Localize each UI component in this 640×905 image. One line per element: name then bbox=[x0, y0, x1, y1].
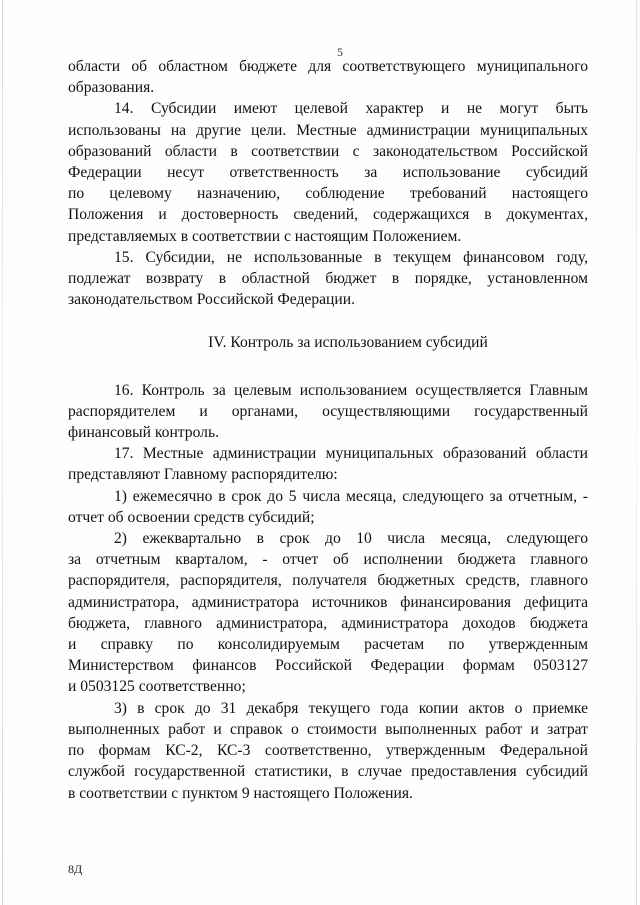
text-line: и 0503125 соответственно; bbox=[68, 678, 246, 696]
text-line: по формам КС-2, КС-3 соответственно, утвержденным Федеральной bbox=[68, 742, 588, 760]
paragraphs-after-heading bbox=[68, 380, 588, 804]
text-line: распорядителем и органами, осуществляющими государственный bbox=[68, 402, 588, 420]
spacer bbox=[68, 310, 588, 332]
text-line: использованы на другие цели. Местные администрации муниципальных bbox=[68, 121, 588, 139]
text-line: отчет об освоении средств субсидий; bbox=[68, 508, 315, 526]
text-line: 15. Субсидии, не использованные в текущем финансовом году, bbox=[114, 248, 588, 266]
text-line: за отчетным кварталом, - отчет об исполнении бюджета главного bbox=[68, 551, 588, 569]
text-line: распорядителя, распорядителя, получателя бюджетных средств, главного bbox=[68, 572, 588, 590]
spacer bbox=[68, 354, 588, 380]
text-line: бюджета, главного администратора, администратора доходов бюджета bbox=[68, 614, 588, 632]
paragraph bbox=[68, 698, 588, 804]
text-line: выполненных работ и справок о стоимости выполненных работ и затрат bbox=[68, 720, 588, 738]
text-line: Положения и достоверность сведений, содержащихся в документах, bbox=[68, 206, 588, 224]
document-body bbox=[68, 56, 588, 804]
text-line: Федерации несут ответственность за использование субсидий bbox=[68, 164, 588, 182]
text-line: 3) в срок до 31 декабря текущего года копии актов о приемке bbox=[114, 699, 588, 717]
scan-edge-right bbox=[636, 0, 637, 905]
text-line: образований области в соответствии с законодательством Российской bbox=[68, 142, 588, 160]
text-line: в соответствии с пунктом 9 настоящего Положения. bbox=[68, 784, 413, 802]
text-line: 1) ежемесячно в срок до 5 числа месяца, следующего за отчетным, - bbox=[114, 487, 588, 505]
text-line: по целевому назначению, соблюдение требований настоящего bbox=[68, 185, 588, 203]
page-number: 5 bbox=[337, 45, 343, 59]
text-line: администратора, администратора источников финансирования дефицита bbox=[68, 593, 588, 611]
scan-edge-left bbox=[2, 0, 3, 905]
text-line: образования. bbox=[68, 79, 155, 97]
text-line: 14. Субсидии имеют целевой характер и не могут быть bbox=[114, 100, 588, 118]
text-line: области об областном бюджете для соответствующего муниципального bbox=[68, 58, 588, 75]
paragraph bbox=[68, 443, 588, 485]
text-line: представляемых в соответствии с настоящим Положением. bbox=[68, 227, 462, 245]
text-line: подлежат возврату в областной бюджет в порядке, установленном bbox=[68, 270, 588, 288]
text-line: 16. Контроль за целевым использованием осуществляется Главным bbox=[114, 381, 588, 399]
section-heading: IV. Контроль за использованием субсидий bbox=[208, 334, 488, 352]
paragraph bbox=[68, 247, 588, 311]
text-line: 2) ежеквартально в срок до 10 числа месяца, следующего bbox=[114, 530, 588, 548]
text-line: законодательством Российской Федерации. bbox=[68, 291, 355, 309]
text-line: службой государственной статистики, в случае предоставления субсидий bbox=[68, 763, 588, 781]
paragraph bbox=[68, 380, 588, 444]
text-line: 17. Местные администрации муниципальных образований области bbox=[114, 445, 588, 463]
footer-code: 8Д bbox=[68, 862, 83, 876]
paragraph bbox=[68, 486, 588, 528]
text-line: и справку по консолидируемым расчетам по утвержденным bbox=[68, 636, 588, 654]
text-line: Министерством финансов Российской Федерации формам 0503127 bbox=[68, 657, 588, 675]
text-line: представляют Главному распорядителю: bbox=[68, 466, 338, 484]
paragraph bbox=[68, 528, 588, 698]
paragraph bbox=[68, 98, 588, 246]
text-line: финансовый контроль. bbox=[68, 424, 219, 442]
paragraphs-before-heading bbox=[68, 56, 588, 310]
paragraph bbox=[68, 56, 588, 98]
